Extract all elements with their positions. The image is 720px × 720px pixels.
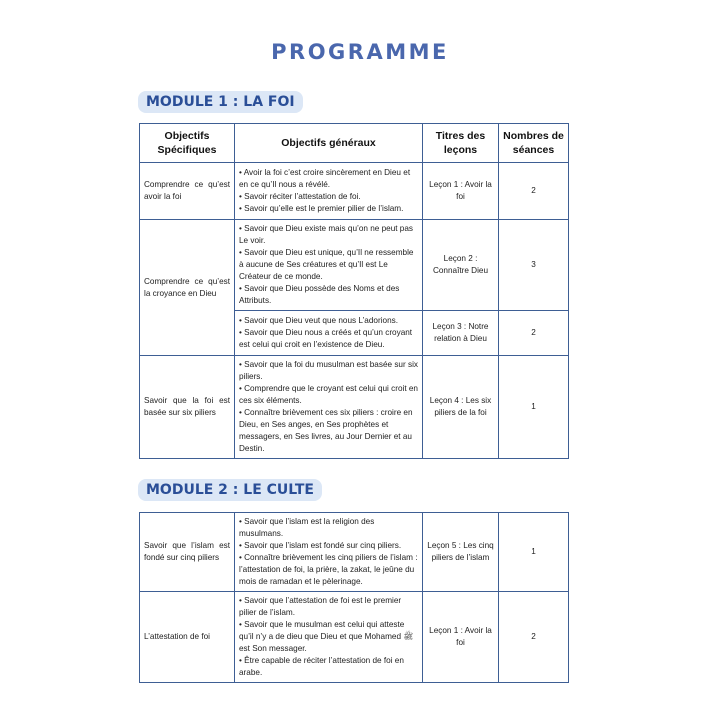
column-header-sessions: Nombres de séances [499,124,569,163]
objective-item: • Savoir que l’attestation de foi est le premier pilier de l’islam. [239,596,402,617]
general-objectives [235,513,423,592]
lesson-title: Leçon 3 : Notre relation à Dieu [423,311,499,356]
objective-item: • Savoir que Dieu veut que nous L’adorions. [239,316,398,325]
table-row [140,513,569,592]
table-row [140,592,569,683]
page-title: PROGRAMME [271,40,449,64]
objective-item: • Savoir que Dieu nous a créés et qu’un croyant est celui qui croit en l’existence de Dieu. [239,328,413,349]
session-count: 2 [499,592,569,683]
general-objectives [235,311,423,356]
objective-item: • Avoir la foi c’est croire sincèrement en Dieu et en ce qu’Il nous a révélé. [239,168,411,189]
objective-item: • Être capable de réciter l’attestation de foi en arabe. [239,656,404,677]
lesson-title: Leçon 5 : Les cinq piliers de l’islam [423,513,499,592]
lesson-title: Leçon 2 : Connaître Dieu [423,220,499,311]
objective-item: • Savoir réciter l’attestation de foi. [239,192,361,201]
table-row [140,356,569,459]
objective-item: • Comprendre que le croyant est celui qui croit en ces six éléments. [239,384,418,405]
session-count: 1 [499,356,569,459]
lesson-title: Leçon 4 : Les six piliers de la foi [423,356,499,459]
objective-item: • Savoir que la foi du musulman est basée sur six piliers. [239,360,418,381]
general-objectives [235,592,423,683]
column-header-specific: Objectifs Spécifiques [140,124,235,163]
session-count: 2 [499,163,569,220]
module-heading: MODULE 1 : LA FOI [138,91,303,113]
general-objectives [235,163,423,220]
specific-objective: Comprendre ce qu’est la croyance en Dieu [140,220,235,356]
specific-objective: Savoir que la foi est basée sur six piliers [140,356,235,459]
objective-item: • Savoir que Dieu est unique, qu’Il ne ressemble à aucune de Ses créatures et qu’Il est Le Créateur de ce monde. [239,248,414,281]
specific-objective: L’attestation de foi [140,592,235,683]
session-count: 2 [499,311,569,356]
module-2-table [139,512,569,683]
table-header-row [140,124,569,163]
table-row [140,220,569,311]
general-objectives [235,356,423,459]
objective-item: • Savoir que l’islam est fondé sur cinq piliers. [239,541,402,550]
objective-item: • Savoir que le musulman est celui qui atteste qu’il n’y a de dieu que Dieu et que Mohamed ﷺ est Son messager. [239,620,414,653]
general-objectives [235,220,423,311]
table-row [140,163,569,220]
objective-item: • Connaître brièvement les cinq piliers de l’islam : l’attestation de foi, la prière, la zakat, le jeûne du mois de ramadan et le pèlerinage. [239,553,418,586]
module-heading: MODULE 2 : LE CULTE [138,479,322,501]
specific-objective: Savoir que l’islam est fondé sur cinq piliers [140,513,235,592]
column-header-lessons: Titres des leçons [423,124,499,163]
objective-item: • Connaître brièvement ces six piliers : croire en Dieu, en Ses anges, en Ses prophètes et messagers, en Ses livres, au Jour Dernier et au Destin. [239,408,413,453]
objective-item: • Savoir que l’islam est la religion des musulmans. [239,517,375,538]
module-1-table [139,123,569,459]
session-count: 3 [499,220,569,311]
specific-objective: Comprendre ce qu’est avoir la foi [140,163,235,220]
objective-item: • Savoir qu’elle est le premier pilier de l’islam. [239,204,404,213]
lesson-title: Leçon 1 : Avoir la foi [423,592,499,683]
objective-item: • Savoir que Dieu possède des Noms et des Attributs. [239,284,400,305]
session-count: 1 [499,513,569,592]
objective-item: • Savoir que Dieu existe mais qu’on ne peut pas Le voir. [239,224,413,245]
column-header-general: Objectifs généraux [235,124,423,163]
lesson-title: Leçon 1 : Avoir la foi [423,163,499,220]
